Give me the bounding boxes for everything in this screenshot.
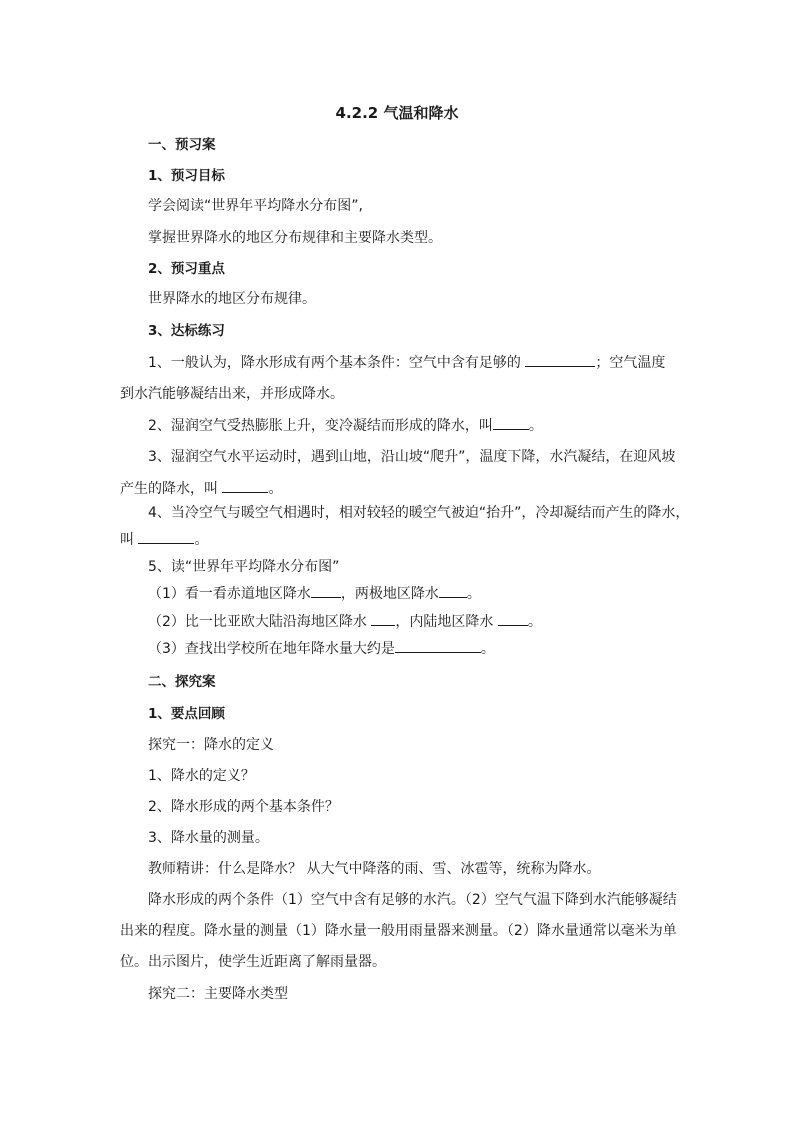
question-5-part-1 [148,582,481,605]
answer-blank[interactable] [311,582,341,598]
question-5-2-text-b: ，内陆地区降水 [395,614,498,630]
question-3-line-1: 3、湿润空气水平运动时，遇到山地，沿山坡“爬升”，温度下降，水汽凝结，在迎风坡 [148,449,676,465]
teacher-explanation: 教师精讲：什么是降水？ 从大气中降落的雨、雪、冰雹等，统称为降水。 [148,861,601,877]
question-5-1-text-a: （1）看一看赤道地区降水 [148,586,311,602]
explore-1-question-1: 1、降水的定义？ [148,768,255,784]
answer-blank[interactable] [371,610,395,626]
question-5: 5、读“世界年平均降水分布图” [148,559,340,575]
question-3-text-c: 。 [268,481,283,497]
explore-1-question-2: 2、降水形成的两个基本条件？ [148,799,339,815]
answer-blank[interactable] [138,528,194,544]
paragraph-line-2: 出来的程度。降水量的测量（1）降水量一般用雨量器来测量。（2）降水量通常以毫米为单 [120,923,677,939]
question-4-line-2 [120,528,208,551]
explore-1-question-3: 3、降水量的测量。 [148,830,269,846]
question-2-text-b: 。 [528,418,543,434]
explore-2-heading: 探究二：主要降水类型 [148,986,288,1002]
answer-blank[interactable] [525,351,595,367]
question-5-3-text-b: 。 [480,641,495,657]
question-4-text-c: 。 [194,532,209,548]
question-3-text-b: 产生的降水，叫 [120,481,223,497]
question-1-line-2: 到水汽能够凝结出来，并形成降水。 [120,386,344,402]
focus-line: 世界降水的地区分布规律。 [148,291,316,307]
subheading-exercises: 3、达标练习 [148,323,225,339]
question-5-1-text-c: 。 [466,586,481,602]
question-1-text-b: ；空气温度 [595,355,666,371]
question-5-2-text-a: （2）比一比亚欧大陆沿海地区降水 [148,614,372,630]
question-1-text-a: 1、一般认为，降水形成有两个基本条件：空气中含有足够的 [148,355,526,371]
question-4-line-1: 4、当冷空气与暖空气相遇时，相对较轻的暖空气被迫“抬升”，冷却凝结而产生的降水， [148,505,690,521]
question-1-line-1 [148,351,665,374]
goal-line-1: 学会阅读“世界年平均降水分布图”, [148,198,363,214]
question-2-text-a: 2、湿润空气受热膨胀上升，变冷凝结而形成的降水，叫 [148,418,493,434]
page-title: 4.2.2 气温和降水 [335,104,459,122]
section-heading-preview: 一、预习案 [148,137,216,153]
question-5-3-text-a: （3）查找出学校所在地年降水量大约是 [148,641,395,657]
question-3-line-2 [120,477,282,500]
explore-1-heading: 探究一：降水的定义 [148,737,274,753]
question-5-1-text-b: ，两极地区降水 [340,586,439,602]
question-5-part-2 [148,610,542,633]
paragraph-line-1: 降水形成的两个条件（1）空气中含有足够的水汽。（2）空气气温下降到水汽能够凝结 [148,892,677,908]
question-4-text-b: 叫 [120,532,139,548]
goal-line-2: 掌握世界降水的地区分布规律和主要降水类型。 [148,230,442,246]
question-2 [148,414,543,437]
answer-blank[interactable] [222,477,268,493]
answer-blank[interactable] [439,582,467,598]
answer-blank[interactable] [498,610,528,626]
subheading-review: 1、要点回顾 [148,706,225,722]
subheading-preview-focus: 2、预习重点 [148,261,225,277]
paragraph-line-3: 位。出示图片，使学生近距离了解雨量器。 [120,954,386,970]
answer-blank[interactable] [493,414,529,430]
question-5-part-3 [148,637,495,660]
subheading-preview-goals: 1、预习目标 [148,168,225,184]
section-heading-explore: 二、探究案 [148,674,216,690]
answer-blank[interactable] [395,637,481,653]
question-5-2-text-c: 。 [527,614,542,630]
